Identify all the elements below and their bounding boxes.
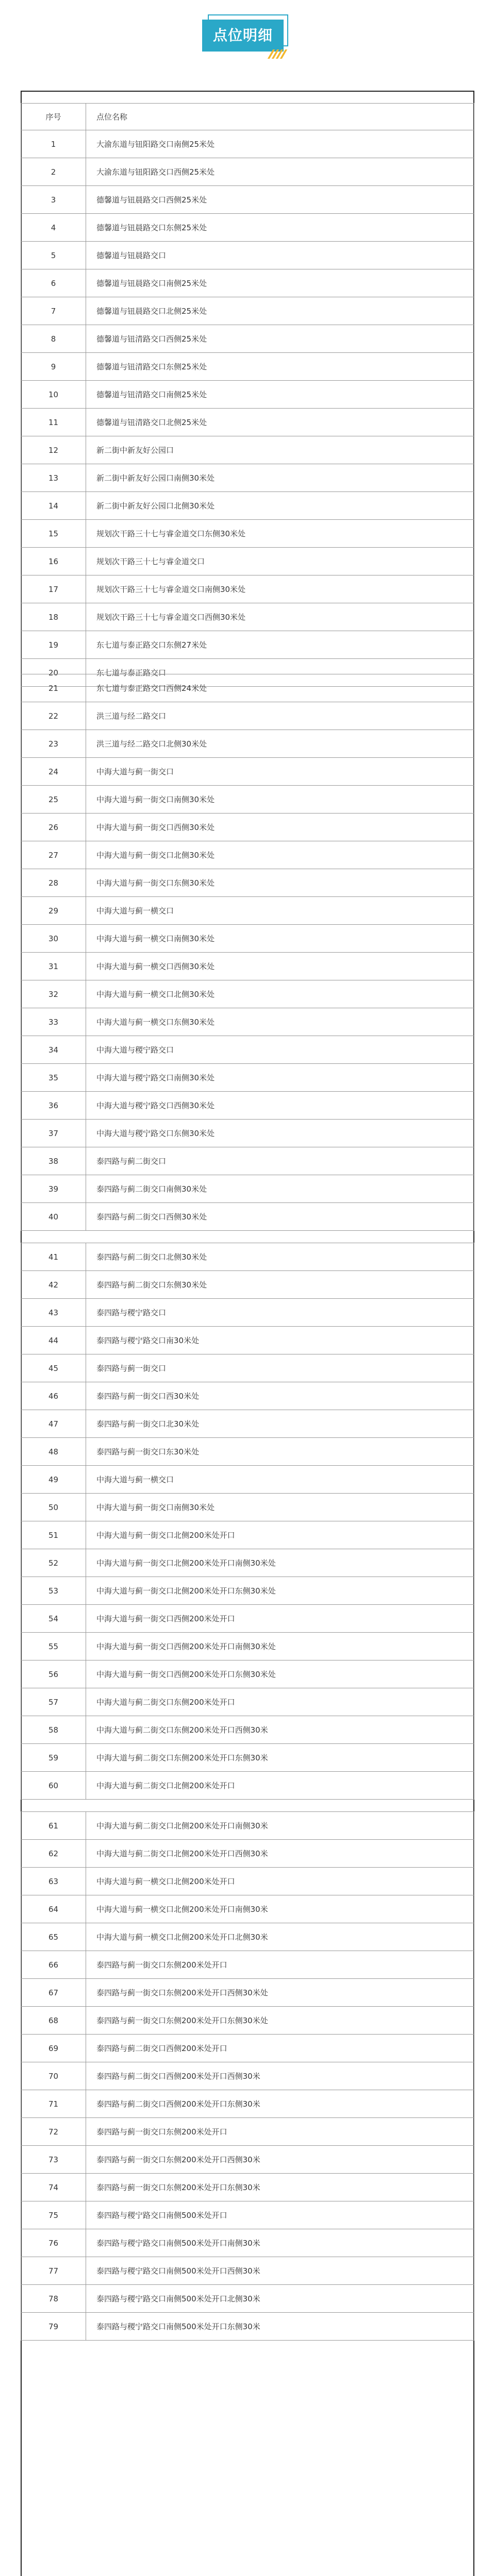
cell-serial: 19 (21, 631, 86, 659)
point-table (21, 674, 474, 1231)
cell-location-name: 泰四路与蓟二街交口西侧200米处开口 (86, 2035, 474, 2062)
table-row (21, 603, 474, 631)
cell-serial: 20 (21, 659, 86, 687)
cell-location-name: 泰四路与稷宁路交口南侧500米处开口东侧30米 (86, 2313, 474, 2341)
table-row (21, 631, 474, 659)
cell-location-name: 泰四路与蓟二街交口西侧30米处 (86, 1203, 474, 1231)
table-row (21, 158, 474, 186)
cell-serial: 31 (21, 953, 86, 980)
cell-serial: 16 (21, 548, 86, 575)
cell-serial: 42 (21, 1271, 86, 1299)
table-row (21, 2007, 474, 2035)
table-row (21, 1521, 474, 1549)
table-header-row (21, 104, 474, 130)
cell-serial: 71 (21, 2090, 86, 2118)
cell-location-name: 中海大道与蓟二街交口北侧200米处开口 (86, 1772, 474, 1800)
cell-serial: 68 (21, 2007, 86, 2035)
table-row (21, 1549, 474, 1577)
table-row (21, 1633, 474, 1660)
point-table (21, 1811, 474, 2341)
table-row (21, 730, 474, 758)
cell-serial: 11 (21, 409, 86, 436)
table-section (21, 674, 474, 1231)
cell-serial: 6 (21, 269, 86, 297)
cell-serial: 64 (21, 1895, 86, 1923)
cell-location-name: 泰四路与稷宁路交口南30米处 (86, 1327, 474, 1354)
cell-serial: 1 (21, 130, 86, 158)
table-row (21, 269, 474, 297)
table-row (21, 1271, 474, 1299)
cell-location-name: 中海大道与蓟一横交口西侧30米处 (86, 953, 474, 980)
table-row (21, 520, 474, 548)
cell-location-name: 泰四路与蓟一街交口东侧200米处开口西侧30米处 (86, 1979, 474, 2007)
table-row (21, 2090, 474, 2118)
cell-location-name: 中海大道与蓟二街交口北侧200米处开口南侧30米 (86, 1812, 474, 1840)
table-row (21, 814, 474, 841)
cell-location-name: 中海大道与稷宁路交口南侧30米处 (86, 1064, 474, 1092)
cell-serial: 26 (21, 814, 86, 841)
cell-serial: 2 (21, 158, 86, 186)
table-row (21, 702, 474, 730)
table-row (21, 2285, 474, 2313)
table-row (21, 2146, 474, 2174)
cell-location-name: 大渝东道与钮阳路交口南侧25米处 (86, 130, 474, 158)
cell-location-name: 中海大道与蓟一街交口西侧30米处 (86, 814, 474, 841)
cell-serial: 45 (21, 1354, 86, 1382)
cell-serial: 47 (21, 1410, 86, 1438)
table-row (21, 841, 474, 869)
cell-serial: 32 (21, 980, 86, 1008)
cell-serial: 51 (21, 1521, 86, 1549)
table-row (21, 1868, 474, 1895)
cell-serial: 41 (21, 1243, 86, 1271)
cell-serial: 74 (21, 2174, 86, 2201)
cell-location-name: 泰四路与蓟二街交口 (86, 1147, 474, 1175)
table-row (21, 1354, 474, 1382)
table-row (21, 186, 474, 214)
cell-serial: 70 (21, 2062, 86, 2090)
cell-serial: 24 (21, 758, 86, 786)
table-row (21, 353, 474, 381)
cell-serial: 14 (21, 492, 86, 520)
cell-serial: 79 (21, 2313, 86, 2341)
cell-serial: 56 (21, 1660, 86, 1688)
cell-serial: 12 (21, 436, 86, 464)
cell-location-name: 中海大道与蓟一横交口北侧200米处开口南侧30米 (86, 1895, 474, 1923)
cell-location-name: 德馨道与钮清路交口南侧25米处 (86, 381, 474, 409)
cell-serial: 76 (21, 2229, 86, 2257)
cell-location-name: 规划次干路三十七与睿金道交口南侧30米处 (86, 575, 474, 603)
cell-location-name: 泰四路与蓟一街交口北30米处 (86, 1410, 474, 1438)
cell-serial: 15 (21, 520, 86, 548)
cell-location-name: 德馨道与钮晨路交口南侧25米处 (86, 269, 474, 297)
cell-serial: 53 (21, 1577, 86, 1605)
cell-location-name: 洪三道与经二路交口北侧30米处 (86, 730, 474, 758)
cell-location-name: 中海大道与蓟二街交口北侧200米处开口西侧30米 (86, 1840, 474, 1868)
table-row (21, 2313, 474, 2341)
table-row (21, 1008, 474, 1036)
table-row (21, 2229, 474, 2257)
cell-location-name: 泰四路与蓟一街交口东侧200米处开口 (86, 1951, 474, 1979)
cell-serial: 43 (21, 1299, 86, 1327)
cell-location-name: 东七道与泰正路交口 (86, 659, 474, 687)
table-row (21, 464, 474, 492)
table-row (21, 2062, 474, 2090)
table-row (21, 1466, 474, 1494)
cell-serial: 61 (21, 1812, 86, 1840)
table-row (21, 1688, 474, 1716)
cell-location-name: 中海大道与蓟一横交口南侧30米处 (86, 925, 474, 953)
table-row (21, 492, 474, 520)
badge-title: 点位明细 (202, 20, 284, 52)
table-row (21, 1203, 474, 1231)
point-table (21, 103, 474, 687)
table-row (21, 758, 474, 786)
cell-location-name: 新二街中新友好公园口南侧30米处 (86, 464, 474, 492)
cell-serial: 21 (21, 674, 86, 702)
point-table (21, 1243, 474, 1800)
table-row (21, 1716, 474, 1744)
cell-serial: 63 (21, 1868, 86, 1895)
cell-location-name: 泰四路与蓟一街交口东30米处 (86, 1438, 474, 1466)
table-row (21, 1147, 474, 1175)
table-row (21, 674, 474, 702)
table-row (21, 548, 474, 575)
table-row (21, 897, 474, 925)
cell-serial: 44 (21, 1327, 86, 1354)
table-row (21, 1243, 474, 1271)
cell-location-name: 中海大道与蓟一街交口南侧30米处 (86, 786, 474, 814)
cell-location-name: 泰四路与蓟一街交口东侧200米处开口西侧30米 (86, 2146, 474, 2174)
cell-location-name: 中海大道与稷宁路交口西侧30米处 (86, 1092, 474, 1120)
table-section (21, 1811, 474, 2341)
cell-serial: 49 (21, 1466, 86, 1494)
cell-serial: 8 (21, 325, 86, 353)
table-row (21, 925, 474, 953)
cell-location-name: 中海大道与蓟一街交口南侧30米处 (86, 1494, 474, 1521)
cell-location-name: 洪三道与经二路交口 (86, 702, 474, 730)
header-serial: 序号 (21, 104, 86, 130)
table-section (21, 1243, 474, 1800)
table-row (21, 1064, 474, 1092)
cell-serial: 62 (21, 1840, 86, 1868)
cell-serial: 28 (21, 869, 86, 897)
table-row (21, 214, 474, 242)
table-section (21, 103, 474, 687)
table-row (21, 130, 474, 158)
header-location-name: 点位名称 (86, 104, 474, 130)
cell-location-name: 德馨道与钮晨路交口西侧25米处 (86, 186, 474, 214)
cell-serial: 59 (21, 1744, 86, 1772)
cell-serial: 66 (21, 1951, 86, 1979)
cell-serial: 73 (21, 2146, 86, 2174)
cell-serial: 27 (21, 841, 86, 869)
cell-location-name: 规划次干路三十七与睿金道交口西侧30米处 (86, 603, 474, 631)
table-row (21, 1660, 474, 1688)
cell-location-name: 中海大道与蓟一街交口西侧200米处开口 (86, 1605, 474, 1633)
table-row (21, 1923, 474, 1951)
cell-location-name: 德馨道与钮清路交口东侧25米处 (86, 353, 474, 381)
cell-location-name: 中海大道与蓟一街交口西侧200米处开口南侧30米处 (86, 1633, 474, 1660)
cell-location-name: 泰四路与蓟二街交口南侧30米处 (86, 1175, 474, 1203)
cell-serial: 55 (21, 1633, 86, 1660)
table-row (21, 1744, 474, 1772)
cell-location-name: 规划次干路三十七与睿金道交口东侧30米处 (86, 520, 474, 548)
table-row (21, 2201, 474, 2229)
cell-location-name: 东七道与泰正路交口东侧27米处 (86, 631, 474, 659)
cell-location-name: 大渝东道与钮阳路交口西侧25米处 (86, 158, 474, 186)
cell-serial: 67 (21, 1979, 86, 2007)
cell-location-name: 泰四路与稷宁路交口南侧500米处开口南侧30米 (86, 2229, 474, 2257)
table-row (21, 436, 474, 464)
table-row (21, 1120, 474, 1147)
table-row (21, 869, 474, 897)
cell-serial: 13 (21, 464, 86, 492)
cell-location-name: 中海大道与蓟一横交口北侧200米处开口 (86, 1868, 474, 1895)
cell-location-name: 泰四路与蓟一街交口东侧200米处开口 (86, 2118, 474, 2146)
cell-serial: 23 (21, 730, 86, 758)
table-row (21, 1036, 474, 1064)
cell-location-name: 中海大道与蓟二街交口东侧200米处开口 (86, 1688, 474, 1716)
cell-location-name: 泰四路与蓟一街交口 (86, 1354, 474, 1382)
cell-serial: 39 (21, 1175, 86, 1203)
cell-location-name: 中海大道与蓟一街交口西侧200米处开口东侧30米处 (86, 1660, 474, 1688)
table-row (21, 2174, 474, 2201)
table-row (21, 1840, 474, 1868)
table-row (21, 1382, 474, 1410)
cell-location-name: 中海大道与蓟一街交口北侧200米处开口南侧30米处 (86, 1549, 474, 1577)
cell-location-name: 泰四路与稷宁路交口南侧500米处开口北侧30米 (86, 2285, 474, 2313)
table-row (21, 1577, 474, 1605)
cell-location-name: 德馨道与钮清路交口西侧25米处 (86, 325, 474, 353)
cell-location-name: 中海大道与蓟一横交口北侧200米处开口北侧30米 (86, 1923, 474, 1951)
table-row (21, 953, 474, 980)
cell-serial: 46 (21, 1382, 86, 1410)
cell-serial: 65 (21, 1923, 86, 1951)
table-row (21, 2257, 474, 2285)
table-row (21, 2035, 474, 2062)
cell-serial: 9 (21, 353, 86, 381)
cell-location-name: 泰四路与蓟二街交口东侧30米处 (86, 1271, 474, 1299)
cell-serial: 30 (21, 925, 86, 953)
cell-serial: 52 (21, 1549, 86, 1577)
cell-serial: 38 (21, 1147, 86, 1175)
cell-serial: 7 (21, 297, 86, 325)
table-row (21, 1410, 474, 1438)
table-row (21, 409, 474, 436)
cell-serial: 34 (21, 1036, 86, 1064)
section-title-badge (0, 0, 495, 77)
cell-serial: 18 (21, 603, 86, 631)
cell-location-name: 中海大道与蓟一街交口 (86, 758, 474, 786)
table-row (21, 381, 474, 409)
cell-location-name: 新二街中新友好公园口 (86, 436, 474, 464)
cell-location-name: 泰四路与稷宁路交口南侧500米处开口西侧30米 (86, 2257, 474, 2285)
cell-serial: 33 (21, 1008, 86, 1036)
cell-location-name: 德馨道与钮晨路交口北侧25米处 (86, 297, 474, 325)
cell-location-name: 东七道与泰正路交口西侧24米处 (86, 674, 474, 702)
cell-serial: 3 (21, 186, 86, 214)
cell-location-name: 中海大道与蓟一横交口 (86, 897, 474, 925)
table-row (21, 1494, 474, 1521)
cell-location-name: 泰四路与蓟二街交口西侧200米处开口西侧30米 (86, 2062, 474, 2090)
cell-serial: 60 (21, 1772, 86, 1800)
table-row (21, 242, 474, 269)
table-row (21, 1327, 474, 1354)
table-row (21, 1895, 474, 1923)
cell-serial: 50 (21, 1494, 86, 1521)
table-row (21, 1979, 474, 2007)
table-row (21, 1605, 474, 1633)
table-row (21, 1175, 474, 1203)
cell-location-name: 中海大道与稷宁路交口 (86, 1036, 474, 1064)
cell-serial: 75 (21, 2201, 86, 2229)
table-row (21, 786, 474, 814)
table-row (21, 980, 474, 1008)
cell-serial: 78 (21, 2285, 86, 2313)
cell-serial: 69 (21, 2035, 86, 2062)
cell-serial: 36 (21, 1092, 86, 1120)
table-row (21, 1812, 474, 1840)
cell-location-name: 泰四路与蓟一街交口西30米处 (86, 1382, 474, 1410)
cell-location-name: 中海大道与蓟一街交口北侧200米处开口 (86, 1521, 474, 1549)
cell-location-name: 中海大道与蓟一横交口 (86, 1466, 474, 1494)
cell-location-name: 中海大道与稷宁路交口东侧30米处 (86, 1120, 474, 1147)
cell-serial: 10 (21, 381, 86, 409)
cell-serial: 37 (21, 1120, 86, 1147)
cell-serial: 40 (21, 1203, 86, 1231)
cell-location-name: 中海大道与蓟一横交口北侧30米处 (86, 980, 474, 1008)
cell-location-name: 德馨道与钮晨路交口 (86, 242, 474, 269)
cell-serial: 29 (21, 897, 86, 925)
table-row (21, 1438, 474, 1466)
table-row (21, 297, 474, 325)
table-row (21, 1092, 474, 1120)
cell-location-name: 规划次干路三十七与睿金道交口 (86, 548, 474, 575)
cell-location-name: 德馨道与钮晨路交口东侧25米处 (86, 214, 474, 242)
table-row (21, 2118, 474, 2146)
cell-location-name: 中海大道与蓟二街交口东侧200米处开口东侧30米 (86, 1744, 474, 1772)
cell-serial: 77 (21, 2257, 86, 2285)
cell-serial: 22 (21, 702, 86, 730)
cell-location-name: 德馨道与钮清路交口北侧25米处 (86, 409, 474, 436)
cell-serial: 25 (21, 786, 86, 814)
cell-location-name: 中海大道与蓟一街交口北侧200米处开口东侧30米处 (86, 1577, 474, 1605)
table-row (21, 575, 474, 603)
cell-serial: 5 (21, 242, 86, 269)
table-row (21, 325, 474, 353)
cell-location-name: 中海大道与蓟一街交口东侧30米处 (86, 869, 474, 897)
cell-serial: 35 (21, 1064, 86, 1092)
cell-location-name: 泰四路与蓟一街交口东侧200米处开口东侧30米 (86, 2174, 474, 2201)
table-row (21, 1299, 474, 1327)
table-row (21, 1951, 474, 1979)
cell-location-name: 中海大道与蓟二街交口东侧200米处开口西侧30米 (86, 1716, 474, 1744)
table-row (21, 1772, 474, 1800)
cell-serial: 72 (21, 2118, 86, 2146)
cell-location-name: 中海大道与蓟一横交口东侧30米处 (86, 1008, 474, 1036)
cell-serial: 17 (21, 575, 86, 603)
cell-location-name: 新二街中新友好公园口北侧30米处 (86, 492, 474, 520)
cell-location-name: 泰四路与蓟一街交口东侧200米处开口东侧30米处 (86, 2007, 474, 2035)
cell-serial: 58 (21, 1716, 86, 1744)
cell-serial: 54 (21, 1605, 86, 1633)
cell-location-name: 泰四路与稷宁路交口南侧500米处开口 (86, 2201, 474, 2229)
cell-serial: 4 (21, 214, 86, 242)
badge-stripes-decoration (268, 49, 289, 60)
cell-serial: 57 (21, 1688, 86, 1716)
cell-location-name: 泰四路与蓟二街交口北侧30米处 (86, 1243, 474, 1271)
cell-location-name: 泰四路与蓟二街交口西侧200米处开口东侧30米 (86, 2090, 474, 2118)
cell-location-name: 泰四路与稷宁路交口 (86, 1299, 474, 1327)
cell-serial: 48 (21, 1438, 86, 1466)
cell-location-name: 中海大道与蓟一街交口北侧30米处 (86, 841, 474, 869)
